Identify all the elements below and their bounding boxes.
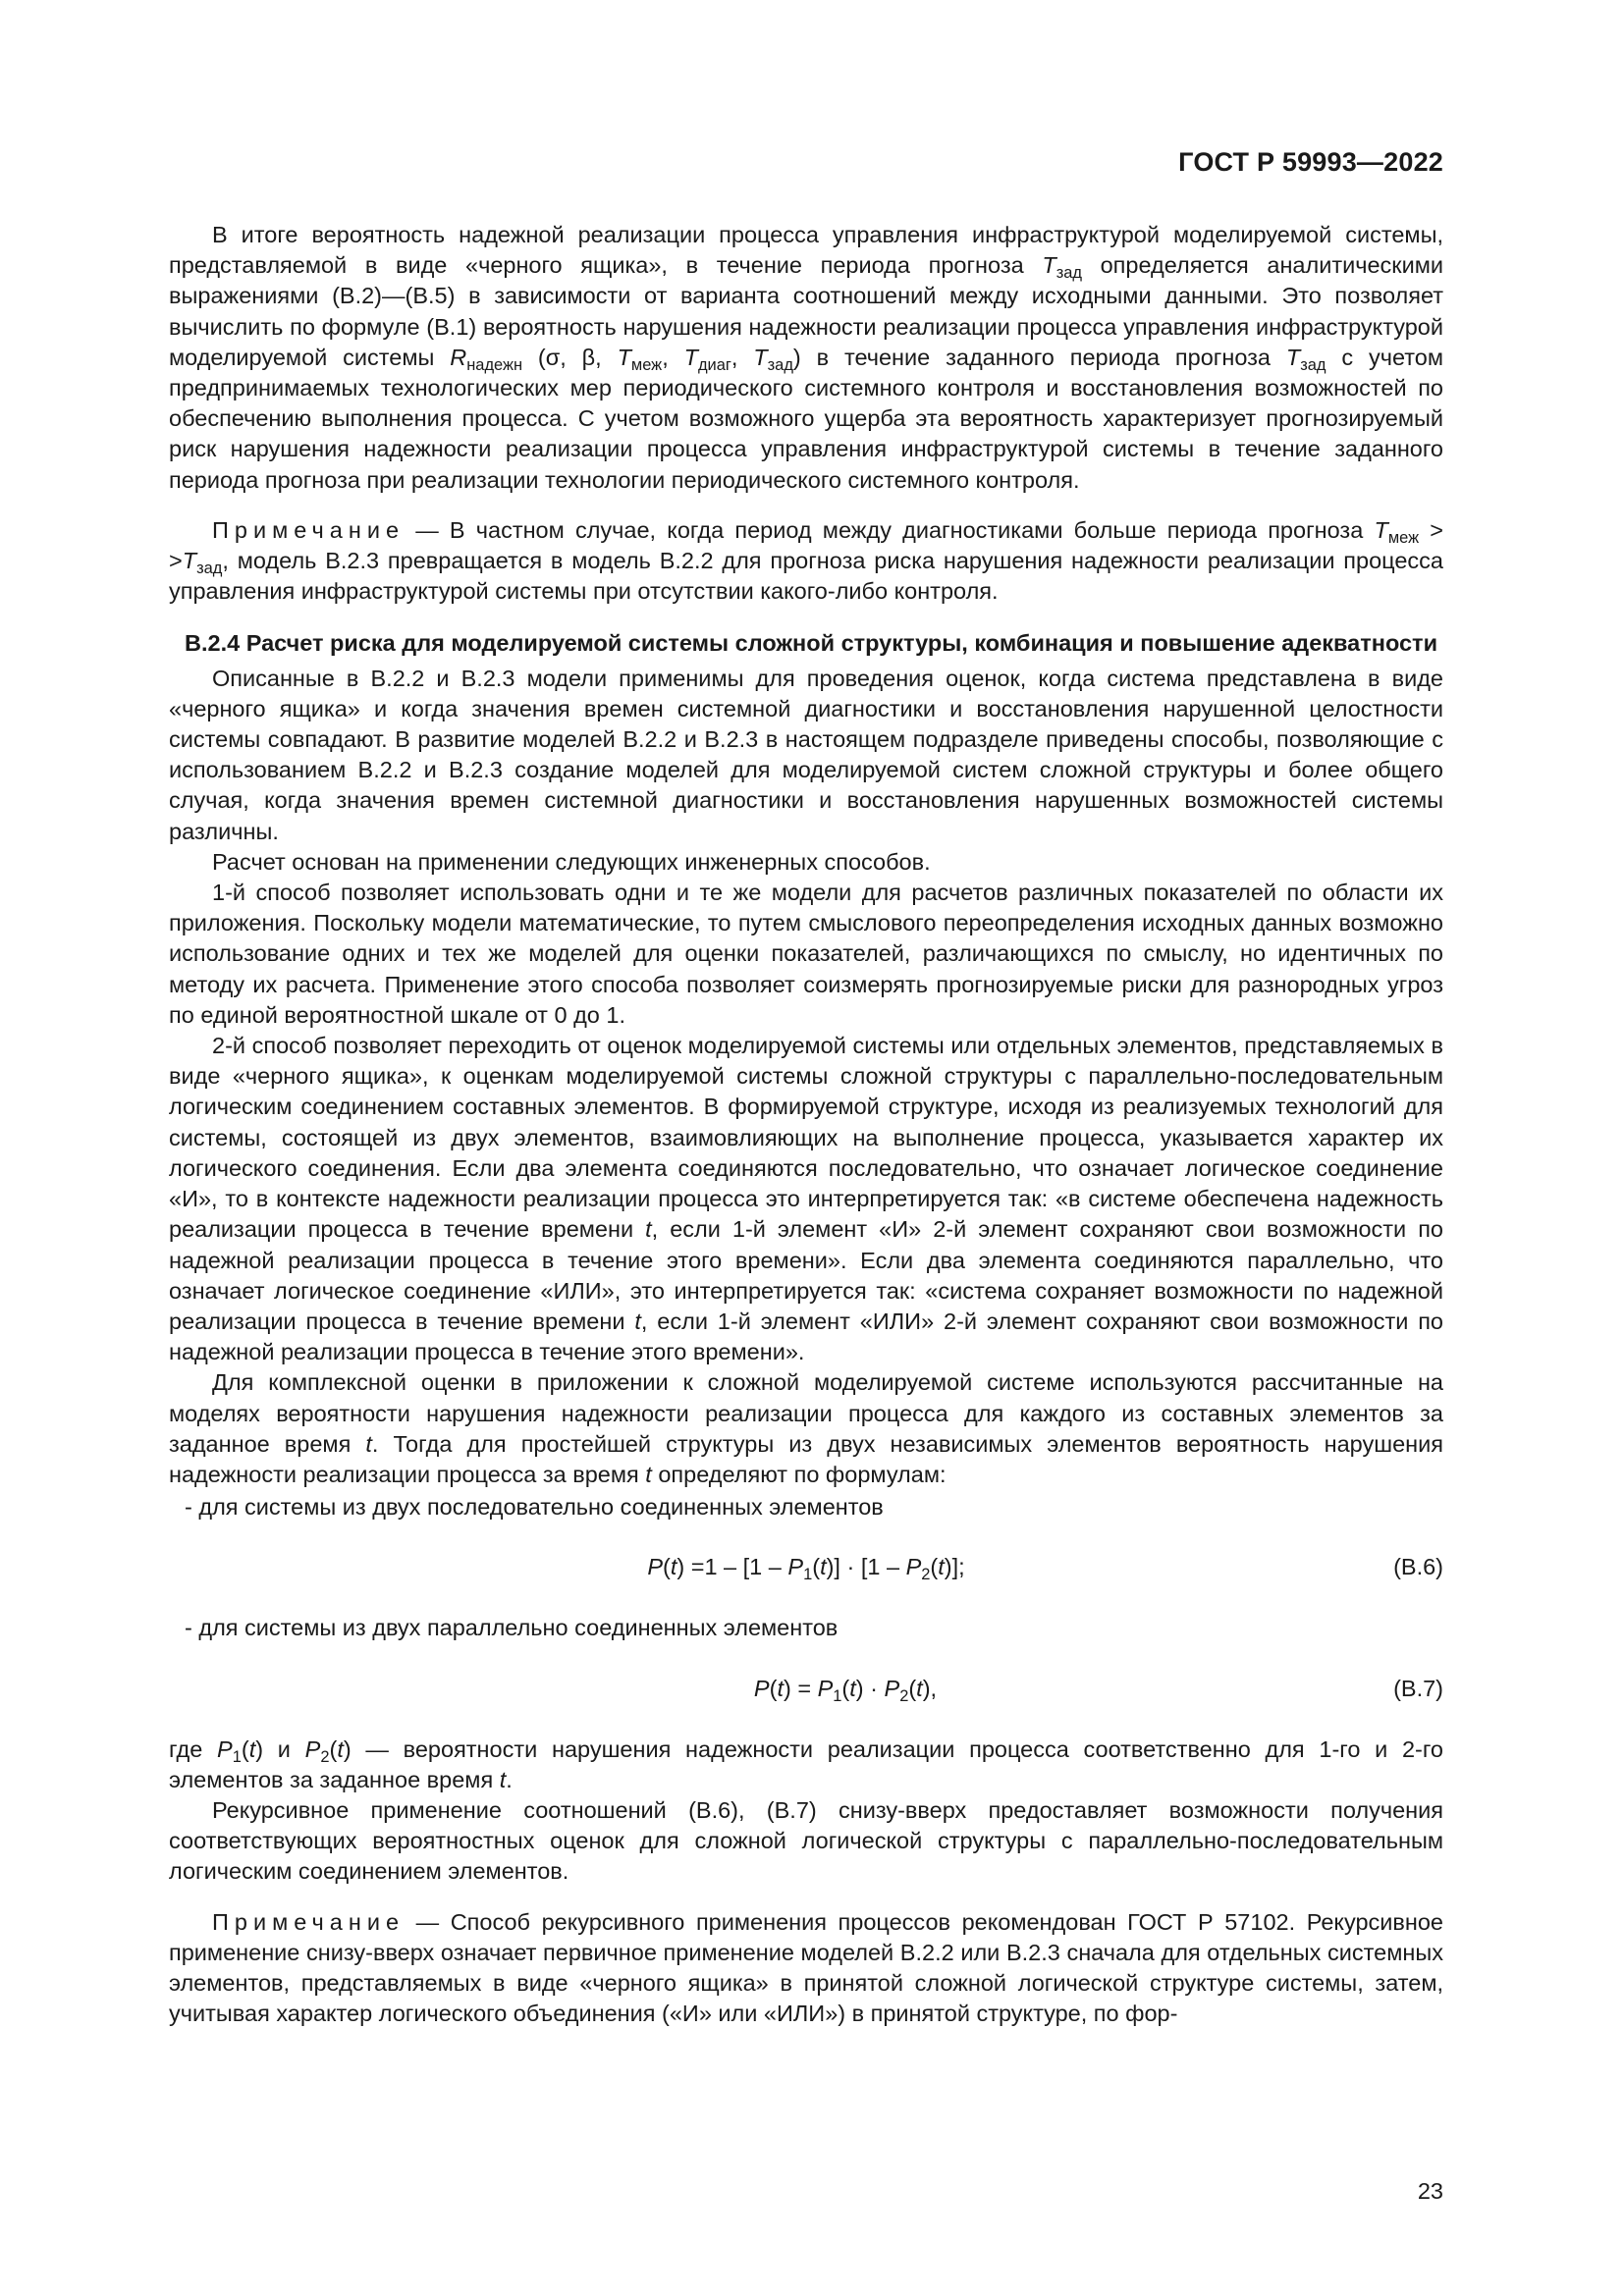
formula-b6-expression: $P(t) =1 - [1 - P_1(t)] \cdot [1 - P_2(t)]$;: [647, 1554, 965, 1584]
paragraph-where: где $P_1(t)$ и $P_2(t)$ — вероятности нарушения надежности реализации процесса соответственно для 1-го и 2-го элементов за заданное время t.: [169, 1735, 1443, 1792]
formula-b7-expression: $P(t) = P_1(t) \cdot P_2(t)$,: [753, 1675, 938, 1705]
paragraph-recursive: Рекурсивное применение соотношений (В.6), (В.7) снизу-вверх предоставляет возможности получения соответствующих вероятностных оценок для сложной логической структуры с параллельно-последовательным логическим соединением элементов.: [169, 1796, 1443, 1885]
paragraph-calculation-basis: Расчет основан на применении следующих инженерных способов.: [212, 848, 931, 875]
section-title: Расчет риска для моделируемой системы сложной структуры, комбинация и повышение адекватности: [245, 630, 1438, 657]
list-item-parallel: - для системы из двух параллельно соединенных элементов: [185, 1615, 839, 1641]
paragraph-models-applicability: Описанные в В.2.2 и В.2.3 модели применимы для проведения оценок, когда система представлена в виде «черного ящика» и когда значения времен системной диагностики и восстановления нарушенной целостности системы совпадают. В развитие моделей В.2.2 и В.2.3 в настоящем подразделе приведены способы, позволяющие с использованием В.2.2 и В.2.3 создание моделей для моделируемой систем сложной структуры и более общего случая, когда значения времен системной диагностики и восстановления нарушенных возможностей системы различны.: [169, 665, 1443, 844]
page-number: 23: [1417, 2178, 1443, 2204]
paragraph-method-1: 1-й способ позволяет использовать одни и те же модели для расчетов различных показателей по области их приложения. Поскольку модели математические, то путем смыслового переопределения исходных данных возможно использование одних и тех же моделей для оценки показателей, различающихся по смыслу, но идентичных по методу их расчета. Применение этого способа позволяет соизмерять прогнозируемые риски для разнородных угроз по единой вероятностной шкале от 0 до 1.: [169, 880, 1443, 1028]
page-content: [169, 220, 1443, 2029]
paragraph-complex-assessment: Для комплексной оценки в приложении к сложной моделируемой системе используются рассчитанные на моделях вероятности нарушения надежности реализации процесса для каждого из составных элементов за заданное время t. Тогда для простейшей структуры из двух независимых элементов вероятность нарушения надежности реализации процесса за время t определяют по формулам:: [169, 1369, 1443, 1487]
formula-b7-number: (В.7): [1393, 1675, 1443, 1701]
formula-b6-number: (В.6): [1393, 1554, 1443, 1580]
note-special-case: Примечание — В частном случае, когда период между диагностиками больше периода прогноза $T_{меж} > >T_{зад}$, модель В.2.3 превращается в модель В.2.2 для прогноза риска нарушения надежности реализации процесса управления инфраструктурой системы при отсутствии какого-либо контроля.: [169, 516, 1443, 605]
paragraph-reliability-summary: В итоге вероятность надежной реализации процесса управления инфраструктурой моделируемой системы, представляемой в виде «черного ящика», в течение периода прогноза $T_{зад}$ определяется аналитическими выражениями (В.2)—(В.5) в зависимости от варианта соотношений между исходными данными. Это позволяет вычислить по формуле (В.1) вероятность нарушения надежности реализации процесса управления инфраструктурой моделируемой системы $R_{надежн}$ (σ, β, $T_{меж}$, $T_{диаг}$, $T_{зад}$) в течение заданного периода прогноза $T_{зад}$ с учетом предпринимаемых технологических мер периодического системного контроля и восстановления возможностей по обеспечению выполнения процесса. С учетом возможного ущерба эта вероятность характеризует прогнозируемый риск нарушения надежности реализации процесса управления инфраструктурой системы в течение заданного периода прогноза при реализации технологии периодического системного контроля.: [169, 222, 1443, 493]
section-number: В.2.4: [185, 630, 241, 657]
paragraph-method-2: 2-й способ позволяет переходить от оценок моделируемой системы или отдельных элементов, представляемых в виде «черного ящика», к оценкам моделируемой системы сложной структуры с параллельно-последовательным логическим соединением составных элементов. В формируемой структуре, исходя из реализуемых технологий для системы, состоящей из двух элементов, взаимовлияющих на выполнение процесса, указывается характер их логического соединения. Если два элемента соединяются последовательно, что означает логическое соединение «И», то в контексте надежности реализации процесса это интерпретируется так: «в системе обеспечена надежность реализации процесса в течение времени t, если 1-й элемент «И» 2-й элемент сохраняют свои возможности по надежной реализации процесса в течение этого времени». Если два элемента соединяются параллельно, что означает логическое соединение «ИЛИ», это интерпретируется так: «система сохраняет возможности по надежной реализации процесса в течение времени t, если 1-й элемент «ИЛИ» 2-й элемент сохраняют свои возможности по надежной реализации процесса в течение этого времени».: [169, 1033, 1443, 1365]
formula-b7: [169, 1664, 1443, 1715]
note-recursive: Примечание — Способ рекурсивного применения процессов рекомендован ГОСТ Р 57102. Рекурсивное применение снизу-вверх означает первичное применение моделей В.2.2 или В.2.3 сначала для отдельных системных элементов, представляемых в виде «черного ящика» в принятой сложной логической структуре системы, затем, учитывая характер логического объединения («И» или «ИЛИ») в принятой структуре, по фор-: [169, 1908, 1443, 2027]
document-number: ГОСТ Р 59993—2022: [1178, 147, 1443, 177]
formula-b6: [169, 1542, 1443, 1593]
section-heading: [169, 628, 1443, 659]
list-item-serial: - для системы из двух последовательно соединенных элементов: [185, 1494, 884, 1521]
